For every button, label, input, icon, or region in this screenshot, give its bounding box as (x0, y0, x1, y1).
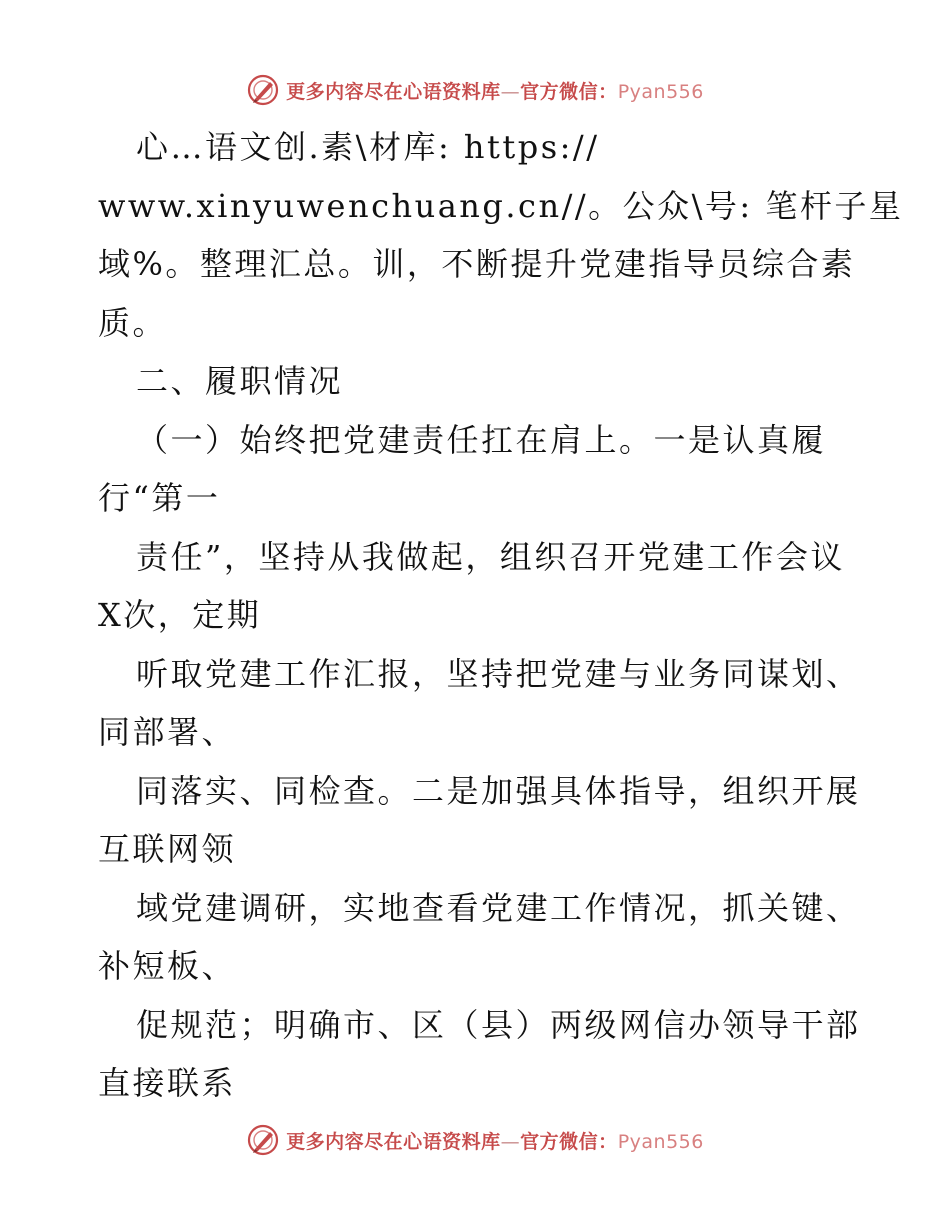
body-line: 同落实、同检查。二是加强具体指导，组织开展 (136, 771, 861, 810)
pen-logo-icon (246, 73, 280, 107)
body-line: 直接联系 (98, 1064, 237, 1102)
body-line: 心…语文创.素\材库: https:// (136, 128, 600, 166)
body-line: www.xinyuwenchuang.cn//。公众\号: 笔杆子星 (98, 186, 904, 225)
header-watermark (0, 70, 950, 110)
watermark-sub: 官方微信： (520, 1130, 618, 1153)
watermark-text (286, 77, 704, 104)
body-line: 责任”，坚持从我做起，组织召开党建工作会议 (136, 537, 845, 576)
watermark-sub: 官方微信： (520, 80, 618, 103)
body-line: X次，定期 (98, 596, 262, 634)
watermark-text (286, 1127, 704, 1154)
watermark-main: 更多内容尽在心语资料库 (286, 1130, 501, 1153)
document-body (98, 118, 904, 1113)
body-line: 促规范；明确市、区（县）两级网信办领导干部 (136, 1005, 861, 1044)
watermark-dash: — (500, 1130, 521, 1153)
body-line: 域党建调研，实地查看党建工作情况，抓关键、 (136, 888, 861, 927)
body-line: 补短板、 (98, 947, 237, 985)
watermark-dash: — (500, 80, 521, 103)
body-line: 二、履职情况 (136, 362, 344, 400)
body-line: 域%。整理汇总。训，不断提升党建指导员综合素 (98, 245, 856, 283)
body-line: 行“第一 (98, 479, 221, 517)
body-line: 同部署、 (98, 713, 237, 751)
body-line: 质。 (98, 303, 168, 342)
body-line: 互联网领 (98, 830, 237, 868)
footer-watermark (0, 1120, 950, 1160)
body-line: 听取党建工作汇报，坚持把党建与业务同谋划、 (136, 654, 861, 693)
watermark-id: Pyan556 (617, 1130, 704, 1153)
watermark-main: 更多内容尽在心语资料库 (286, 80, 501, 103)
watermark-id: Pyan556 (617, 80, 704, 103)
pen-logo-icon (246, 1123, 280, 1157)
body-line: （一）始终把党建责任扛在肩上。一是认真履 (136, 420, 827, 459)
